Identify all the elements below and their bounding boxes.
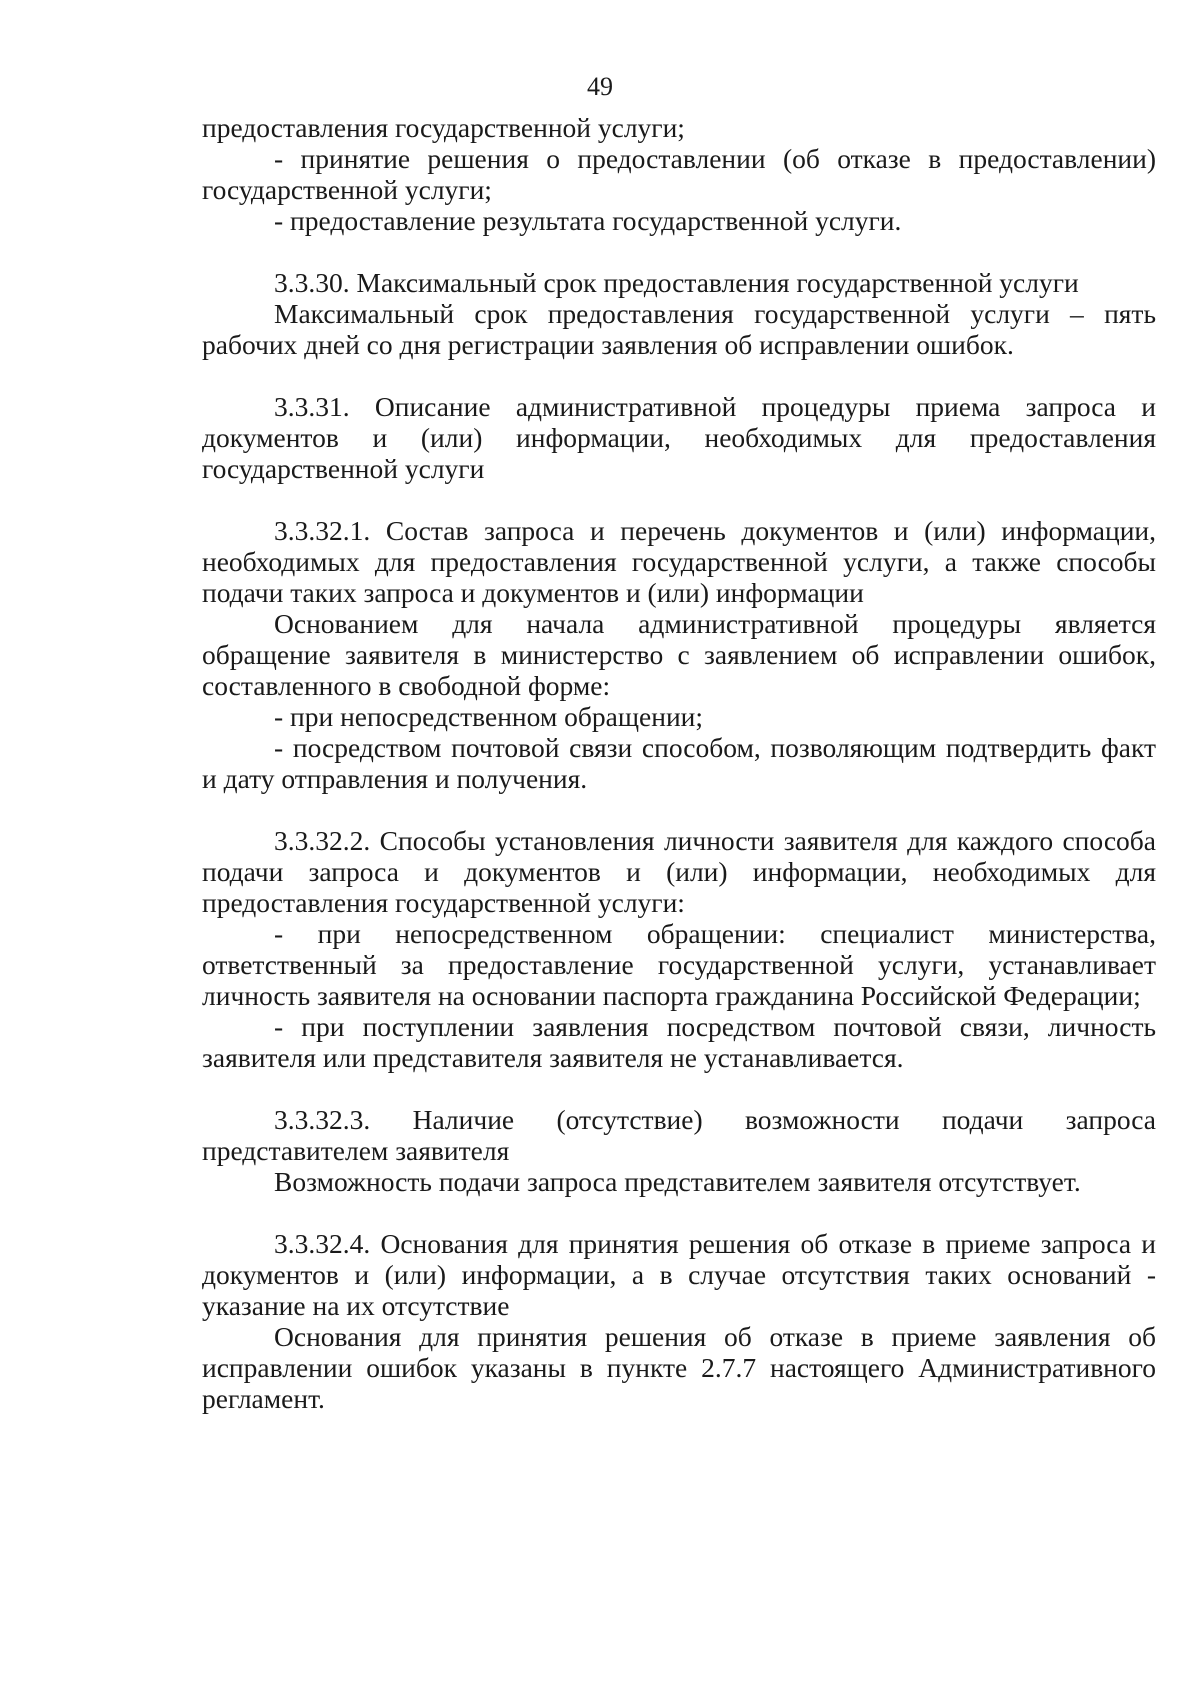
paragraph-refusal-grounds: Основания для принятия решения об отказе в приеме заявления об исправлении ошибок указаны в пункте 2.7.7 настоящего Административного регламент.: [202, 1321, 1156, 1414]
section-heading-3-3-32-3: 3.3.32.3. Наличие (отсутствие) возможности подачи запроса представителем заявителя: [202, 1104, 1156, 1166]
list-item-identity-direct: - при непосредственном обращении: специалист министерства, ответственный за предоставление государственной услуги, устанавливает личность заявителя на основании паспорта гражданина Российской Федерации;: [202, 918, 1156, 1011]
section-heading-3-3-31: 3.3.31. Описание административной процедуры приема запроса и документов и (или) информации, необходимых для предоставления государственной услуги: [202, 391, 1156, 484]
list-item-result: - предоставление результата государственной услуги.: [274, 205, 902, 236]
document-body: [202, 112, 1156, 1414]
paragraph-representative: Возможность подачи запроса представителем заявителя отсутствует.: [274, 1166, 1081, 1197]
list-item-identity-postal: - при поступлении заявления посредством почтовой связи, личность заявителя или представителя заявителя не устанавливается.: [202, 1011, 1156, 1073]
section-heading-3-3-32-2: 3.3.32.2. Способы установления личности заявителя для каждого способа подачи запроса и документов и (или) информации, необходимых для предоставления государственной услуги:: [202, 825, 1156, 918]
paragraph-grounds: Основанием для начала административной процедуры является обращение заявителя в министерство с заявлением об исправлении ошибок, составленного в свободной форме:: [202, 608, 1156, 701]
paragraph-max-term: Максимальный срок предоставления государственной услуги – пять рабочих дней со дня регистрации заявления об исправлении ошибок.: [202, 298, 1156, 360]
section-heading-3-3-30: 3.3.30. Максимальный срок предоставления государственной услуги: [274, 267, 1079, 298]
list-item-decision: - принятие решения о предоставлении (об отказе в предоставлении) государственной услуги;: [202, 143, 1156, 205]
page-number: 49: [587, 72, 613, 101]
paragraph-continuation: предоставления государственной услуги;: [202, 112, 685, 143]
list-item-postal: - посредством почтовой связи способом, позволяющим подтвердить факт и дату отправления и получения.: [202, 732, 1156, 794]
section-heading-3-3-32-4: 3.3.32.4. Основания для принятия решения об отказе в приеме запроса и документов и (или) информации, а в случае отсутствия таких оснований - указание на их отсутствие: [202, 1228, 1156, 1321]
section-heading-3-3-32-1: 3.3.32.1. Состав запроса и перечень документов и (или) информации, необходимых для предоставления государственной услуги, а также способы подачи таких запроса и документов и (или) информации: [202, 515, 1156, 608]
list-item-direct-appeal: - при непосредственном обращении;: [274, 701, 704, 732]
